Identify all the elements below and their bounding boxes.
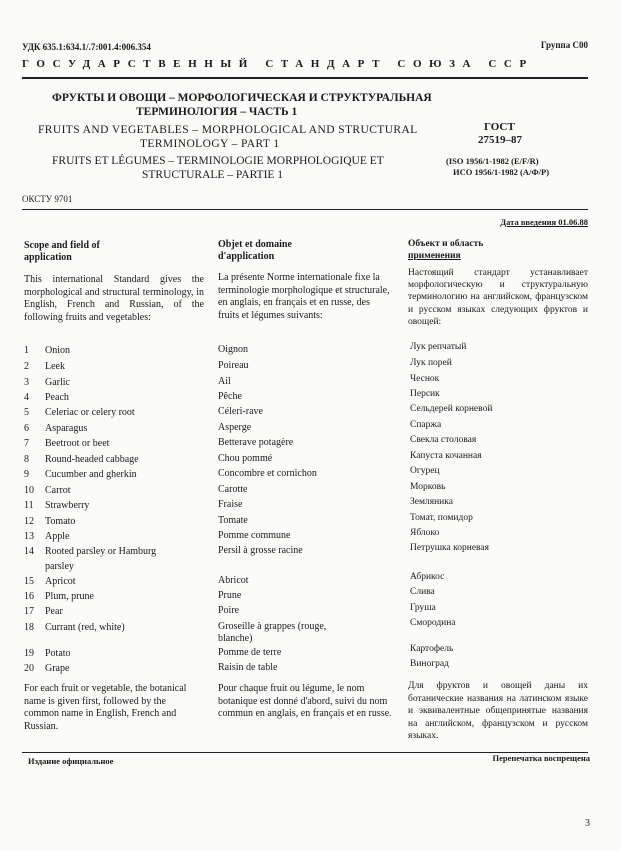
state-standard-heading: ГОСУДАРСТВЕННЫЙ СТАНДАРТ СОЮЗА ССР — [22, 58, 534, 70]
item-name-fr-cont: blanche) — [218, 633, 253, 644]
item-name-fr: Chou pommé — [218, 453, 273, 464]
item-number: 17 — [24, 606, 34, 617]
item-number: 14 — [24, 546, 34, 557]
item-number: 12 — [24, 516, 34, 527]
scope-heading-ru — [408, 238, 588, 262]
item-name-ru: Лук репчатый — [410, 342, 467, 352]
item-name-ru: Груша — [410, 603, 436, 613]
scope-heading-en-2: application — [24, 252, 72, 263]
okstu-rule — [22, 209, 588, 210]
item-name-en: Pear — [45, 606, 63, 617]
item-name-ru: Виноград — [410, 659, 449, 669]
item-name-en: Asparagus — [45, 423, 88, 434]
item-name-fr: Concombre et cornichon — [218, 468, 317, 479]
item-name-en-cont: parsley — [45, 561, 74, 572]
item-name-en: Grape — [45, 663, 70, 674]
item-number: 13 — [24, 531, 34, 542]
item-name-en: Beetroot or beet — [45, 438, 110, 449]
item-number: 3 — [24, 377, 29, 388]
item-number: 2 — [24, 361, 29, 372]
item-name-en: Celeriac or celery root — [45, 407, 135, 418]
item-name-fr: Poireau — [218, 360, 249, 371]
item-number: 10 — [24, 485, 34, 496]
item-name-fr: Pomme commune — [218, 530, 291, 541]
scope-heading-fr-1: Objet et domaine — [218, 239, 292, 250]
item-name-ru: Яблоко — [410, 528, 440, 538]
item-number: 16 — [24, 591, 34, 602]
item-number: 1 — [24, 345, 29, 356]
title-en-line1: FRUITS AND VEGETABLES – MORPHOLOGICAL AND STRUCTURAL — [38, 124, 418, 136]
item-name-fr: Tomate — [218, 515, 248, 526]
group-code: Группа С00 — [540, 40, 588, 50]
item-number: 7 — [24, 438, 29, 449]
item-number: 5 — [24, 407, 29, 418]
item-name-en: Strawberry — [45, 500, 90, 511]
item-name-ru: Лук порей — [410, 358, 452, 368]
item-name-ru: Морковь — [410, 482, 446, 492]
item-name-ru: Спаржа — [410, 420, 442, 430]
item-name-en: Tomato — [45, 516, 76, 527]
item-name-ru: Петрушка корневая — [410, 543, 489, 553]
item-name-ru: Персик — [410, 389, 440, 399]
item-name-en: Leek — [45, 361, 65, 372]
item-name-ru: Смородина — [410, 618, 456, 628]
item-name-en: Rooted parsley or Hamburg — [45, 546, 157, 557]
page-number: 3 — [585, 818, 590, 829]
item-number: 6 — [24, 423, 29, 434]
item-number: 20 — [24, 663, 34, 674]
item-name-fr: Abricot — [218, 575, 249, 586]
item-name-fr: Oignon — [218, 344, 248, 355]
item-name-ru: Земляника — [410, 497, 453, 507]
item-number: 4 — [24, 392, 29, 403]
item-name-en: Cucumber and gherkin — [45, 469, 137, 480]
item-name-ru: Абрикос — [410, 572, 445, 582]
item-name-en: Apricot — [45, 576, 76, 587]
header-rule — [22, 77, 588, 79]
scope-heading-fr-2: d'application — [218, 251, 275, 262]
item-name-fr: Groseille à grappes (rouge, — [218, 621, 327, 632]
iso-ref-ru: ИСО 1956/1-1982 (А/Ф/Р) — [453, 167, 550, 177]
closing-fr: Pour chaque fruit ou légume, le nom botanique est donné d'abord, suivi du nom commun en anglais, en français et en russe. — [218, 683, 392, 719]
item-name-en: Plum, prune — [45, 591, 94, 602]
item-name-ru: Картофель — [410, 644, 454, 654]
title-en-line2: TERMINOLOGY – PART 1 — [140, 138, 280, 150]
gost-number: 27519–87 — [478, 134, 522, 146]
gost-label: ГОСТ — [484, 121, 515, 133]
item-name-fr: Pêche — [218, 391, 242, 402]
item-name-en: Round-headed cabbage — [45, 454, 139, 465]
title-fr-line1: FRUITS ET LÉGUMES – TERMINOLOGIE MORPHOLOGIQUE ET — [52, 155, 384, 167]
item-name-ru: Чеснок — [410, 374, 440, 384]
item-name-en: Currant (red, white) — [45, 622, 125, 633]
title-fr-line2: STRUCTURALE – PARTIE 1 — [142, 169, 284, 181]
item-name-en: Potato — [45, 648, 71, 659]
udk-code: УДК 635.1:634.1/.7:001.4:006.354 — [22, 42, 151, 52]
intro-date: Дата введения 01.06.88 — [500, 217, 588, 227]
scope-heading-ru-1: Объект и область — [408, 239, 484, 249]
item-name-ru: Огурец — [410, 466, 440, 476]
item-name-ru: Томат, помидор — [410, 513, 473, 523]
scope-heading-fr — [218, 239, 388, 263]
item-number: 11 — [24, 500, 34, 511]
scope-heading-en-1: Scope and field of — [24, 240, 100, 251]
item-name-ru: Свекла столовая — [410, 435, 477, 445]
item-name-en: Apple — [45, 531, 70, 542]
item-name-fr: Carotte — [218, 484, 248, 495]
intro-fr: La présente Norme internationale fixe la terminologie morphologique et structurale, en anglais, en français et en russe, des fruits et légumes suivants: — [218, 272, 390, 321]
item-name-fr: Persil à grosse racine — [218, 545, 303, 556]
item-name-fr: Poire — [218, 605, 240, 616]
closing-en: For each fruit or vegetable, the botanical name is given first, followed by the common name in English, French and Russian. — [24, 683, 187, 732]
intro-ru: Настоящий стандарт устанавливает морфологическую и структуральную терминологию на английском, французском и русском языках следующих фруктов и овощей: — [408, 268, 588, 327]
item-name-ru: Слива — [410, 587, 435, 597]
item-name-en: Onion — [45, 345, 70, 356]
official-edition: Издание официальное — [28, 756, 114, 766]
item-number: 9 — [24, 469, 29, 480]
intro-en: This international Standard gives the morphological and structural terminology, in English, French and Russian, of the following fruits and vegetables: — [24, 274, 204, 323]
item-name-en: Carrot — [45, 485, 71, 496]
item-name-fr: Prune — [218, 590, 242, 601]
iso-ref-en: (ISO 1956/1-1982 (E/F/R) — [446, 156, 539, 166]
title-ru-line1: ФРУКТЫ И ОВОЩИ – МОРФОЛОГИЧЕСКАЯ И СТРУКТУРАЛЬНАЯ — [52, 92, 432, 104]
item-number: 18 — [24, 622, 34, 633]
item-name-fr: Ail — [218, 376, 231, 387]
okstu-code: ОКСТУ 9701 — [22, 194, 73, 204]
item-number: 19 — [24, 648, 34, 659]
item-name-fr: Pomme de terre — [218, 647, 282, 658]
closing-ru: Для фруктов и овощей даны их ботанические названия на латинском языке и эквивалентные общепринятые названия на английском, французском и русском языках. — [408, 681, 588, 742]
item-name-fr: Céleri-rave — [218, 406, 263, 417]
item-name-fr: Betterave potagère — [218, 437, 294, 448]
title-ru-line2: ТЕРМИНОЛОГИЯ – ЧАСТЬ 1 — [136, 106, 298, 118]
item-name-ru: Капуста кочанная — [410, 451, 482, 461]
item-name-en: Garlic — [45, 377, 70, 388]
item-name-fr: Asperge — [218, 422, 252, 433]
item-name-en: Peach — [45, 392, 69, 403]
reprint-notice: Перепечатка воспрещена — [492, 753, 590, 763]
item-number: 8 — [24, 454, 29, 465]
item-name-fr: Raisin de table — [218, 662, 278, 673]
scope-heading-en — [24, 240, 194, 264]
item-name-fr: Fraise — [218, 499, 243, 510]
scope-heading-ru-2: применения — [408, 251, 461, 261]
item-name-ru: Сельдерей корневой — [410, 404, 493, 414]
item-number: 15 — [24, 576, 34, 587]
